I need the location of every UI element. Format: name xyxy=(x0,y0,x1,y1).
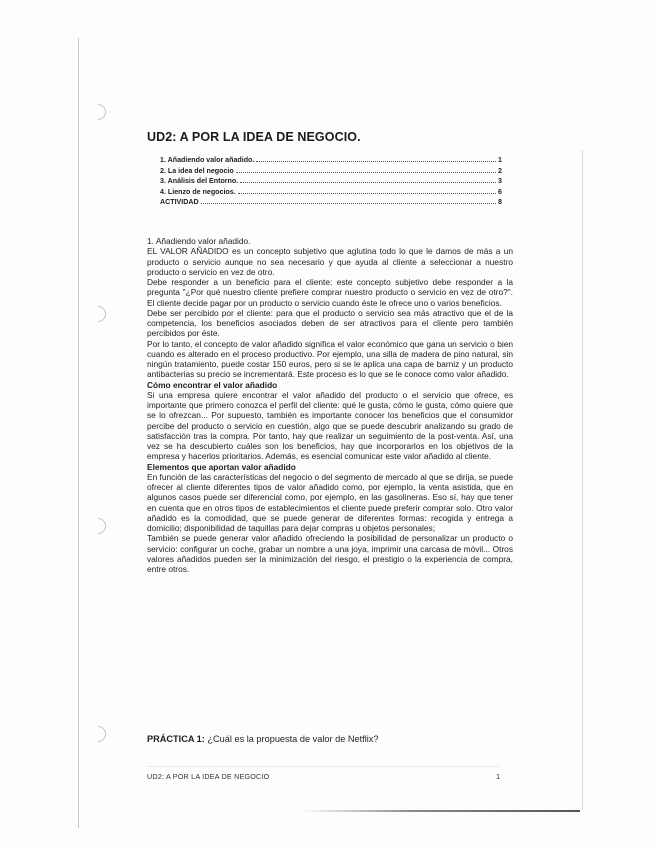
table-of-contents xyxy=(160,156,502,209)
practice-text: ¿Cuál es la propuesta de valor de Netflix? xyxy=(204,734,379,744)
practice-label: PRÁCTICA 1: xyxy=(147,734,205,744)
practice-question xyxy=(147,734,379,744)
footer-page-number: 1 xyxy=(496,772,501,781)
paragraph: También se puede generar valor añadido ofreciendo la posibilidad de personalizar un producto o servicio: configurar un coche, grabar un nombre a una joya, imprimir una carcasa de móvil... Otros valores añadidos pueden ser la minimización del riesgo, el prestigio o la experiencia de compra, entre otros. xyxy=(147,533,513,574)
binder-hole-icon xyxy=(87,303,110,326)
toc-entry-page: 2 xyxy=(498,166,502,175)
toc-entry-label: 1. Añadiendo valor añadido. xyxy=(160,156,255,164)
toc-leader xyxy=(201,203,496,204)
toc-entry[interactable] xyxy=(160,198,502,209)
paragraph: Si una empresa quiere encontrar el valor añadido del producto o el servicio que ofrece, es importante que primero conozca el perfil del cliente: qué le gusta, cómo le gusta, cómo quiere que se lo ofrezcan... Por supuesto, también es importante conocer los beneficios que el consumidor percibe del producto o servicio en cuestión, algo que se puede descubrir analizando su grado de satisfacción tras la compra. Por tanto, hay que realizar un seguimiento de la post-venta. Así, una vez se ha descubierto cuáles son los beneficios, hay que incorporarlos en los objetivos de la empresa y hacerlos prioritarios. Además, es esencial comunicar este valor añadido al cliente. xyxy=(147,389,513,462)
footer-divider xyxy=(147,766,499,767)
paragraph: EL VALOR AÑADIDO es un concepto subjetivo que aglutina todo lo que le damos de más a un producto o servicio aunque no sea necesario y que ayuda al cliente a seleccionar a nuestro producto o servicio en vez de otro. xyxy=(147,246,513,277)
subheading-find-value: Cómo encontrar el valor añadido xyxy=(147,379,278,390)
toc-entry[interactable] xyxy=(160,167,502,178)
toc-entry-page: 6 xyxy=(498,187,502,196)
paragraph: Por lo tanto, el concepto de valor añadido significa el valor económico que gana un servicio o bien cuando es alterado en el proceso productivo. Por ejemplo, una silla de madera de pino natural, sin ningún tratamiento, puede costar 150 euros, pero si se le aplica una capa de barniz y un producto antibacterias su precio se incrementará. Este proceso es lo que se le conoce como valor añadido. xyxy=(147,338,513,380)
toc-leader xyxy=(238,193,496,194)
toc-entry-page: 1 xyxy=(498,156,502,164)
toc-entry-page: 8 xyxy=(498,198,502,207)
toc-entry-label: 4. Lienzo de negocios. xyxy=(160,187,236,196)
binder-hole-icon xyxy=(87,723,110,746)
toc-entry-label: 2. La idea del negocio xyxy=(160,166,234,175)
section-heading: 1. Añadiendo valor añadido. xyxy=(147,236,251,246)
paragraph: Debe responder a un beneficio para el cliente: este concepto subjetivo debe responder a la pregunta "¿Por qué nuestro cliente prefiere comprar nuestro producto o servicio en vez de otro?". El cliente decide pagar por un producto o servicio cuando éste le ofrece uno o varios beneficios. xyxy=(147,277,513,308)
scan-edge-right xyxy=(582,150,583,810)
paragraph: En función de las características del negocio o del segmento de mercado al que se dirija, se puede ofrecer al cliente diferentes tipos de valor añadido como, por ejemplo, la venta asistida, que en algunos casos puede ser diferencial como, por ejemplo, en las gasolineras. Eso sí, hay que tener en cuenta que en otros tipos de establecimientos el cliente puede preferir comprar solo. Otro valor añadido es la comodidad, que se puede generar de diferentes formas: recogida y entrega a domicilio; disponibilidad de taquillas para dejar compras u objetos personales; xyxy=(147,471,513,533)
toc-leader xyxy=(236,172,496,173)
toc-entry-label: 3. Análisis del Entorno. xyxy=(160,177,239,186)
toc-entry[interactable] xyxy=(160,156,502,167)
paragraph: Debe ser percibido por el cliente: para que el producto o servicio sea más atractivo que el de la competencia, los beneficios asociados deben de ser atractivos para el cliente pero también percibidos por éste. xyxy=(147,307,513,339)
document-title: UD2: A POR LA IDEA DE NEGOCIO. xyxy=(147,130,361,144)
binder-hole-icon xyxy=(87,101,110,124)
scan-edge-left xyxy=(78,38,79,828)
toc-entry[interactable] xyxy=(160,188,502,199)
toc-entry-label: ACTIVIDAD xyxy=(160,198,199,207)
subheading-value-elements: Elementos que aportan valor añadido xyxy=(147,461,296,472)
footer-title: UD2: A POR LA IDEA DE NEGOCIO xyxy=(147,772,270,781)
scan-edge-bottom xyxy=(300,810,580,812)
toc-leader xyxy=(256,161,496,162)
binder-hole-icon xyxy=(87,515,110,538)
toc-entry[interactable] xyxy=(160,177,502,188)
document-body xyxy=(147,236,513,574)
toc-leader xyxy=(240,182,496,183)
toc-entry-page: 3 xyxy=(498,177,502,186)
